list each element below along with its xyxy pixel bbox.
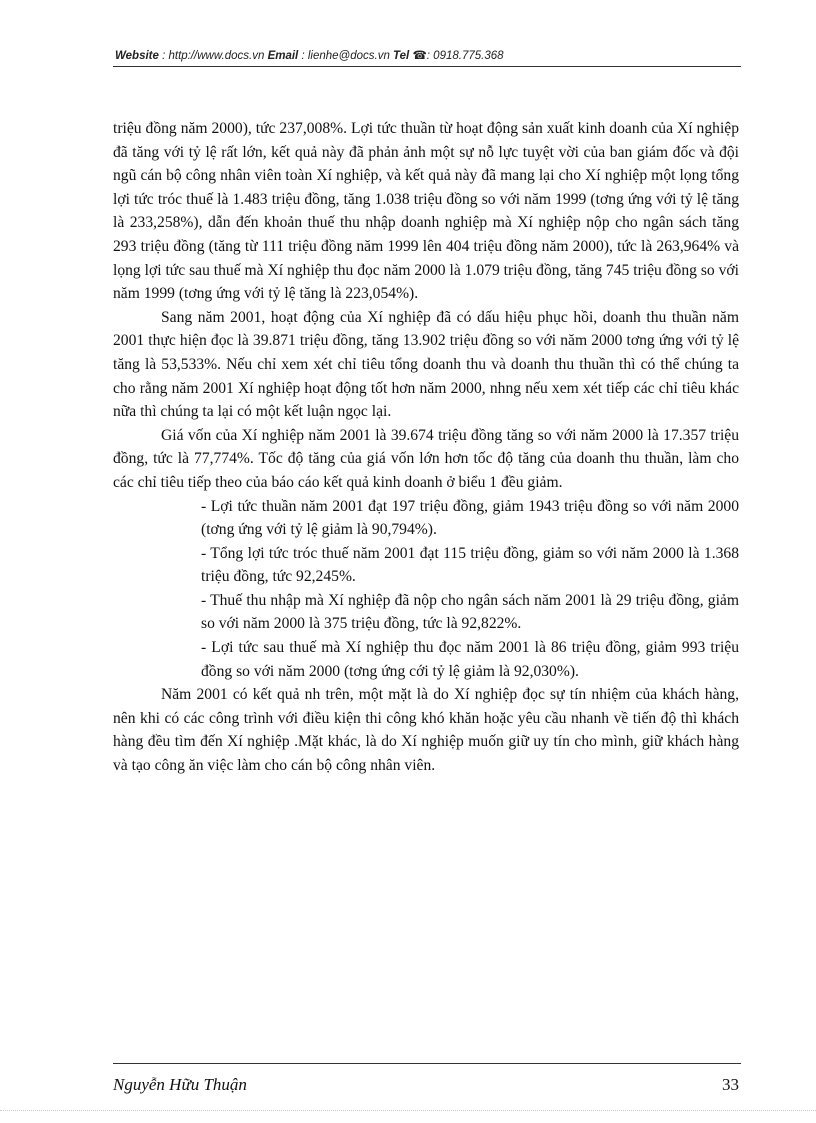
page-number: 33 [722,1075,739,1094]
website-label: Website [115,50,159,62]
paragraph: Sang năm 2001, hoạt động của Xí nghiệp đã có dấu hiệu phục hồi, doanh thu thuần năm 2001 thực hiện đọc là 39.871 triệu đồng, tăng 13.902 triệu đồng so với năm 2000 tơng ứng với tỷ lệ tăng là 53,533%. Nếu chỉ xem xét chỉ tiêu tổng doanh thu và doanh thu thuần thì có thể chúng ta cho rằng năm 2001 Xí nghiệp hoạt động tốt hơn năm 2000, nhng nếu xem xét tiếp các chỉ tiêu khác nữa thì chúng ta lại có một kết luận ngọc lại. [113,308,739,421]
email-value[interactable]: : lienhe@docs.vn [301,50,390,62]
email-label: Email [267,50,299,62]
list-item: - Tổng lợi tức tróc thuế năm 2001 đạt 115 triệu đồng, giảm so với năm 2000 là 1.368 triệu đồng, tức 92,245%. [201,544,739,586]
list-item: - Lợi tức sau thuế mà Xí nghiệp thu đọc năm 2001 là 86 triệu đồng, giảm 993 triệu đồng so với năm 2000 (tơng ứng cới tỷ lệ giảm là 92,030%). [201,639,739,680]
page-edge-divider [0,1110,816,1111]
paragraph: triệu đồng năm 2000), tức 237,008%. Lợi tức thuần từ hoạt động sản xuất kinh doanh của Xí nghiệp đã tăng với tỷ lệ rất lớn, kết quả này đã phản ảnh một sự nỗ lực tuyệt vời của ban giám đốc và đội ngũ cán bộ công nhân viên toàn Xí nghiệp, và kết quả này đã mang lại cho Xí nghiệp một lọng tổng lợi tức tróc thuế là 1.483 triệu đồng, tăng 1.038 triệu đồng so với năm 1999 (tơng ứng với tỷ lệ tăng là 233,258%), dẫn đến khoản thuế thu nhập doanh nghiệp mà Xí nghiệp nộp cho ngân sách tăng 293 triệu đồng (tăng từ 111 triệu đồng năm 1999 lên 404 triệu đồng năm 2000), tức là 263,964% và lọng lợi tức sau thuế mà Xí nghiệp thu đọc năm 2000 là 1.079 triệu đồng, tăng 745 triệu đồng so với năm 1999 (tơng ứng với tỷ lệ tăng là 223,054%). [113,120,739,303]
document-body [113,117,739,778]
tel-value: ☎: 0918.775.368 [412,50,504,62]
header-divider [113,66,741,67]
page-header [115,48,743,62]
paragraph: Năm 2001 có kết quả nh trên, một mặt là do Xí nghiệp đọc sự tín nhiệm của khách hàng, nên khi có các công trình với điều kiện thi công khó khăn hoặc yêu cầu nhanh về tiến độ thì khách hàng đều tìm đến Xí nghiệp .Mặt khác, là do Xí nghiệp muốn giữ uy tín cho mình, giữ khách hàng và tạo công ăn việc làm cho cán bộ công nhân viên. [113,686,739,775]
footer-divider [113,1063,741,1064]
tel-label: Tel [393,50,410,62]
list-item: - Lợi tức thuần năm 2001 đạt 197 triệu đồng, giảm 1943 triệu đồng so với năm 2000 (tơng ứng với tỷ lệ giảm là 90,794%). [201,497,739,539]
paragraph: Giá vốn của Xí nghiệp năm 2001 là 39.674 triệu đồng tăng so với năm 2000 là 17.357 triệu đồng, tức là 77,774%. Tốc độ tăng của giá vốn lớn hơn tốc độ tăng của doanh thu thuần, làm cho các chỉ tiêu tiếp theo của báo cáo kết quả kinh doanh ở biểu 1 đều giảm. [113,426,739,491]
list-item: - Thuế thu nhập mà Xí nghiệp đã nộp cho ngân sách năm 2001 là 29 triệu đồng, giảm so với năm 2000 là 375 triệu đồng, tức là 92,822%. [201,591,739,633]
website-url[interactable]: : http://www.docs.vn [162,50,265,62]
footer-author: Nguyễn Hữu Thuận [113,1075,247,1094]
